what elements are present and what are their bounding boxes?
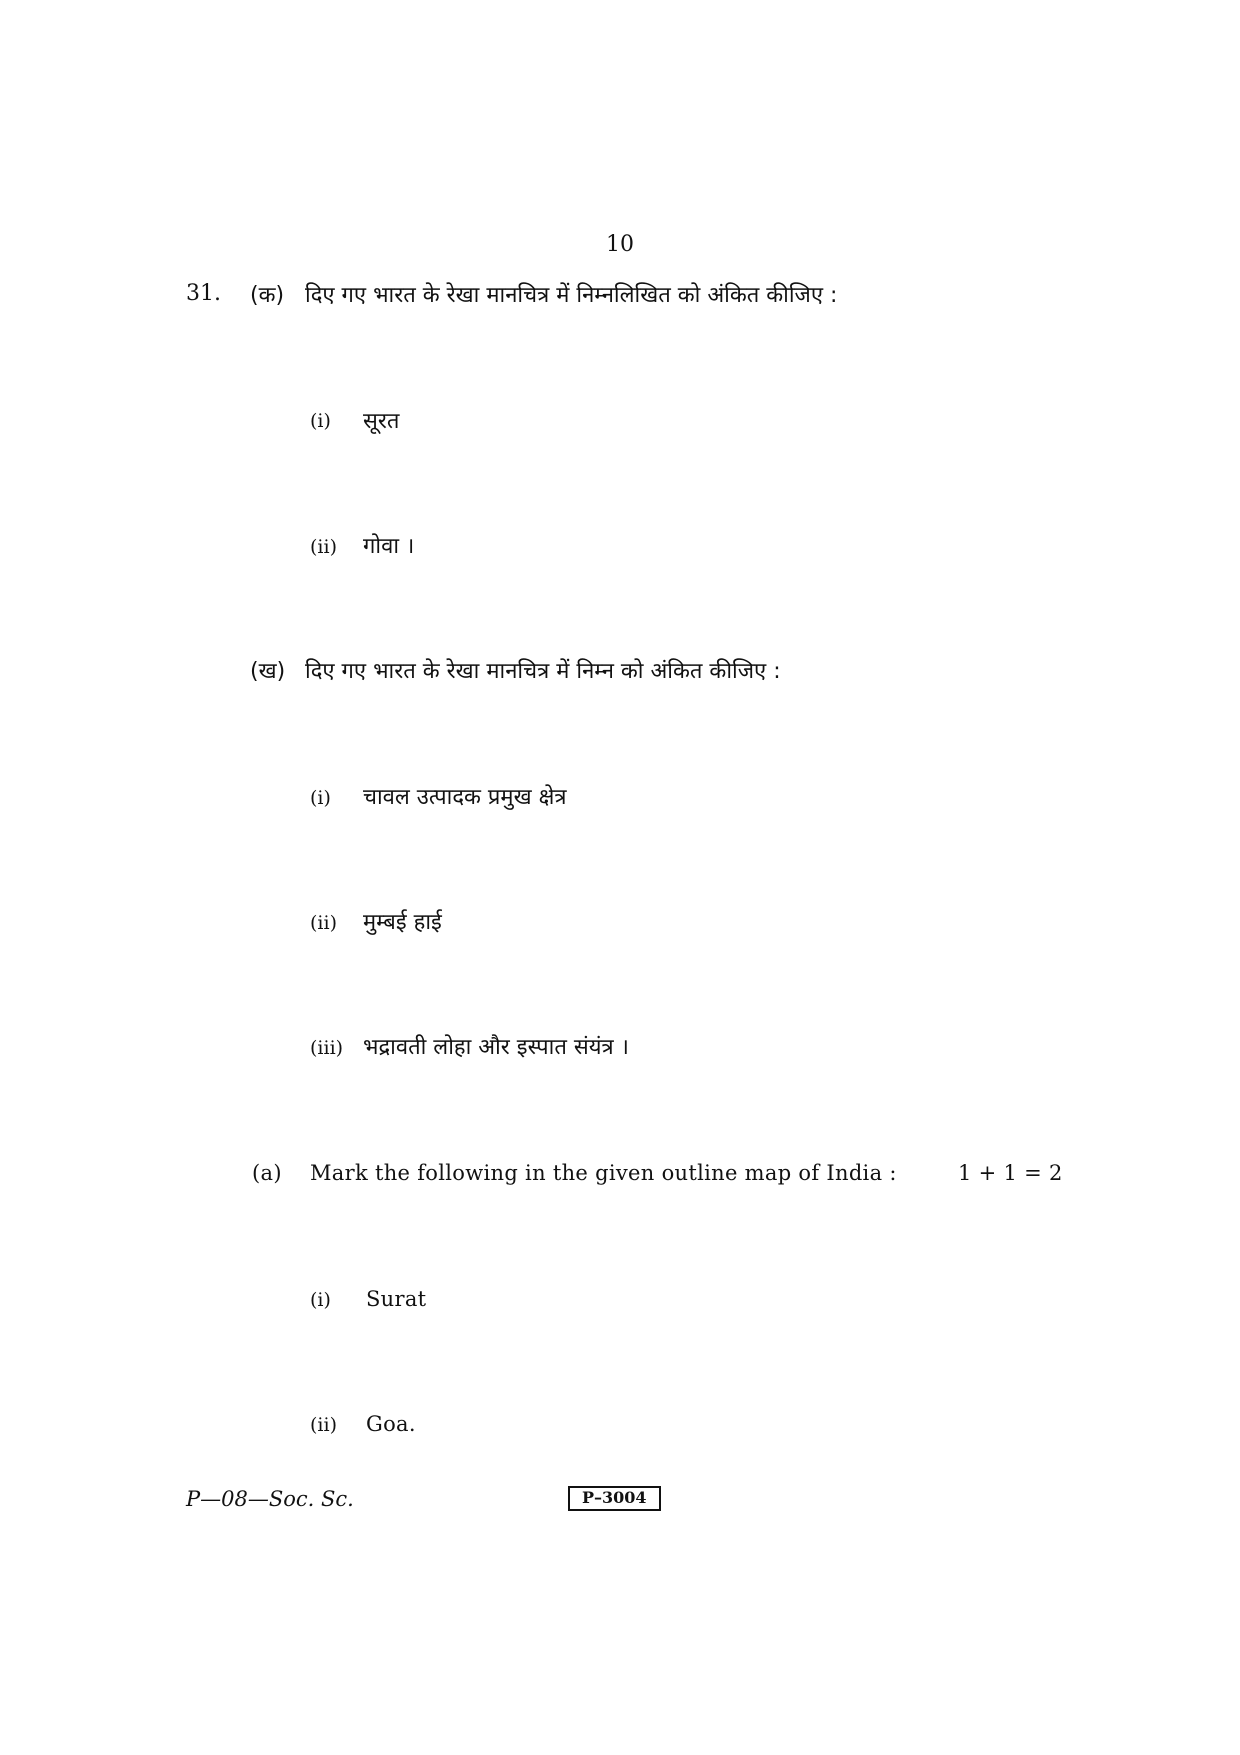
part-a-item-2-text: Goa. bbox=[366, 1412, 416, 1436]
part-ka-marker: (क) bbox=[250, 283, 285, 308]
paper-code-box: P–3004 bbox=[568, 1486, 661, 1511]
part-ka-item-1-text: सूरत bbox=[363, 409, 400, 434]
part-ka-item-1-number: (i) bbox=[310, 410, 331, 432]
question-number: 31. bbox=[186, 281, 221, 306]
part-kha-item-3-number: (iii) bbox=[310, 1037, 344, 1059]
part-kha-marker: (ख) bbox=[250, 659, 286, 684]
marks-allocation: 1 + 1 = 2 bbox=[958, 1161, 1063, 1185]
part-kha-item-2-number: (ii) bbox=[310, 912, 337, 934]
part-a-marker: (a) bbox=[252, 1161, 282, 1185]
part-a-item-1-number: (i) bbox=[310, 1289, 331, 1311]
part-a-instruction: Mark the following in the given outline map of India : bbox=[310, 1161, 897, 1185]
part-kha-item-2-text: मुम्बई हाई bbox=[363, 910, 442, 935]
part-ka-item-2-text: गोवा । bbox=[363, 534, 415, 559]
part-kha-item-1-text: चावल उत्पादक प्रमुख क्षेत्र bbox=[363, 785, 567, 810]
page-number: 10 bbox=[606, 232, 634, 257]
part-kha-item-1-number: (i) bbox=[310, 787, 331, 809]
part-a-item-1-text: Surat bbox=[366, 1287, 427, 1311]
part-a-item-2-number: (ii) bbox=[310, 1414, 337, 1436]
part-kha-item-3-text: भद्रावती लोहा और इस्पात संयंत्र । bbox=[363, 1035, 629, 1060]
part-ka-item-2-number: (ii) bbox=[310, 536, 337, 558]
part-kha-instruction: दिए गए भारत के रेखा मानचित्र में निम्न को अंकित कीजिए : bbox=[305, 659, 781, 684]
part-ka-instruction: दिए गए भारत के रेखा मानचित्र में निम्नलिखित को अंकित कीजिए : bbox=[305, 283, 838, 308]
subject-code: P—08—Soc. Sc. bbox=[186, 1487, 354, 1511]
